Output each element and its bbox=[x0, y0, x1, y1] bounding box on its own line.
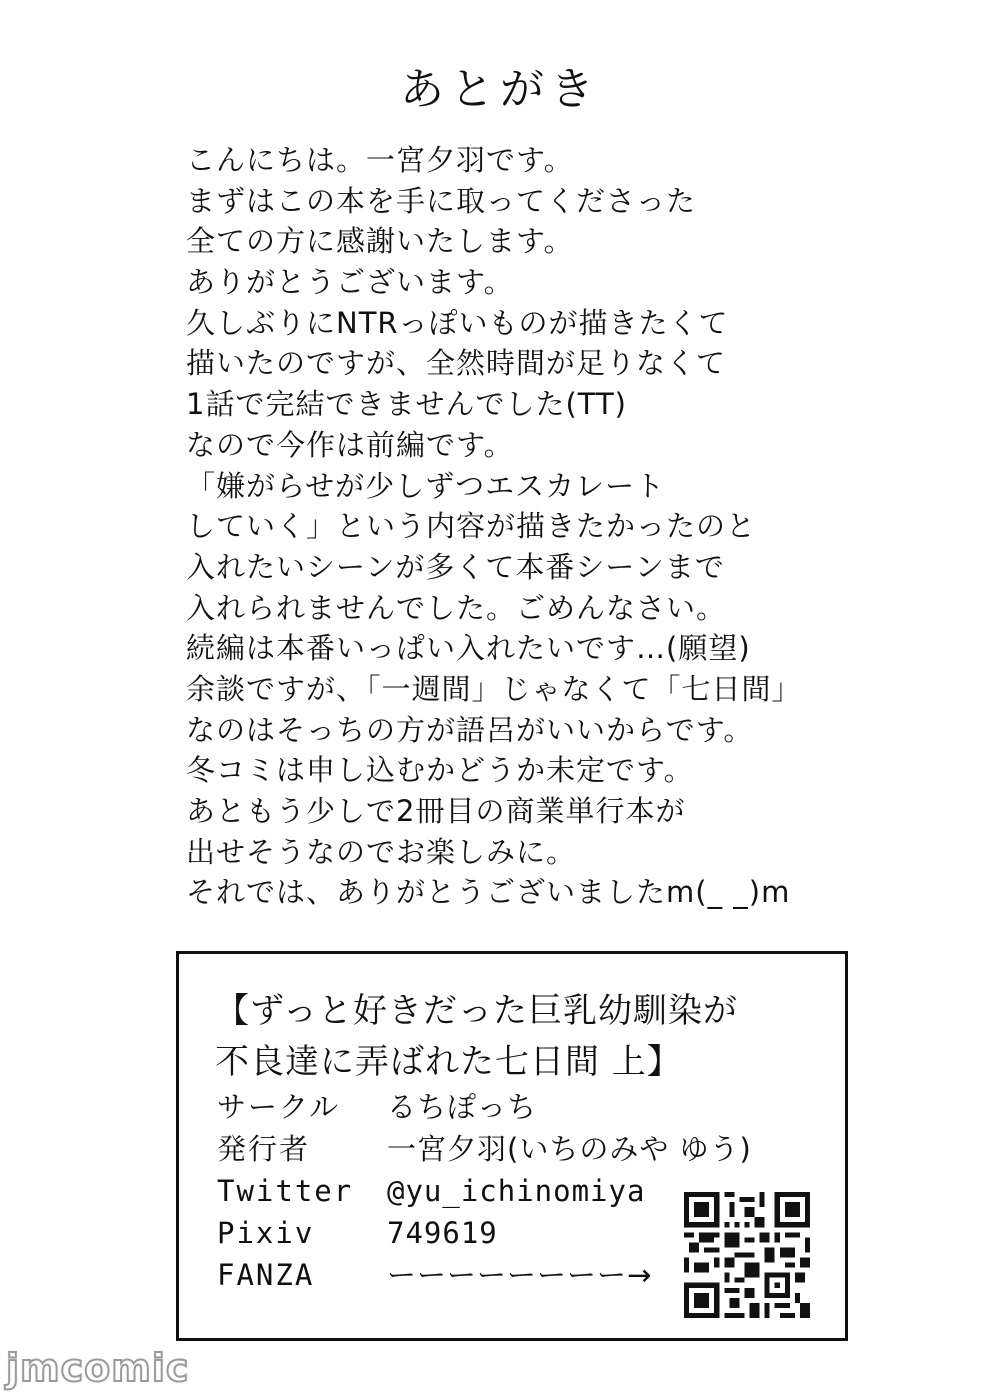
body-line: 入れたいシーンが多くて本番シーンまで bbox=[186, 549, 725, 584]
book-title bbox=[215, 986, 825, 1088]
info-label: サークル bbox=[217, 1090, 341, 1124]
body-line: 全ての方に感謝いたします。 bbox=[186, 224, 574, 259]
info-label: Pixiv bbox=[217, 1216, 315, 1250]
page-title: あとがき bbox=[400, 64, 600, 115]
body-line: 入れられませんでした。ごめんなさい。 bbox=[186, 590, 727, 625]
body-line: 久しぶりにNTRっぽいものが描きたくて bbox=[186, 305, 729, 340]
afterword-body bbox=[186, 140, 876, 913]
body-line: なので今作は前編です。 bbox=[186, 427, 514, 462]
body-line: こんにちは。一宮夕羽です。 bbox=[186, 143, 574, 177]
book-title-line: 【ずっと好きだった巨乳幼馴染が bbox=[215, 991, 738, 1031]
fanza-arrow: ーーーーーーーー→ bbox=[387, 1258, 653, 1292]
watermark-logo: jmcomic bbox=[6, 1346, 190, 1390]
body-line: 余談ですが、「一週間」じゃなくて「七日間」 bbox=[186, 671, 802, 706]
info-row-twitter bbox=[217, 1170, 752, 1212]
info-row-pixiv bbox=[217, 1212, 752, 1254]
pixiv-id: 749619 bbox=[387, 1216, 498, 1250]
info-row-publisher bbox=[217, 1128, 752, 1170]
body-line: 描いたのですが、全然時間が足りなくて bbox=[186, 346, 727, 381]
body-line: なのはそっちの方が語呂がいいからです。 bbox=[186, 712, 754, 747]
body-line: ありがとうございます。 bbox=[186, 265, 514, 300]
info-value: るちぽっち bbox=[387, 1090, 538, 1124]
info-row-circle bbox=[217, 1086, 752, 1128]
info-value: 一宮夕羽(いちのみや ゆう) bbox=[387, 1132, 752, 1166]
body-line: それでは、ありがとうございましたm(_ _)m bbox=[186, 875, 791, 910]
body-line: あともう少しで2冊目の商業単行本が bbox=[186, 794, 686, 828]
publication-info-box bbox=[176, 951, 848, 1341]
body-line: 続編は本番いっぱい入れたいです…(願望) bbox=[186, 631, 751, 666]
info-rows bbox=[217, 1086, 752, 1296]
body-line: 冬コミは申し込むかどうか未定です。 bbox=[186, 753, 694, 788]
qr-code-icon bbox=[684, 1192, 810, 1318]
body-line: していく」という内容が描きたかったのと bbox=[186, 509, 757, 544]
info-label: FANZA bbox=[217, 1258, 315, 1292]
body-line: 出せそうなのでお楽しみに。 bbox=[186, 834, 577, 869]
twitter-handle: @yu_ichinomiya bbox=[387, 1174, 646, 1208]
info-label: 発行者 bbox=[217, 1132, 311, 1166]
body-line: 1話で完結できませんでした(TT) bbox=[186, 387, 627, 422]
body-line: まずはこの本を手に取ってくださった bbox=[186, 183, 697, 218]
info-label: Twitter bbox=[217, 1174, 354, 1208]
book-title-line: 不良達に弄ばれた七日間 上】 bbox=[215, 1042, 682, 1082]
body-line: 「嫌がらせが少しずつエスカレート bbox=[186, 468, 666, 503]
info-row-fanza bbox=[217, 1254, 752, 1296]
